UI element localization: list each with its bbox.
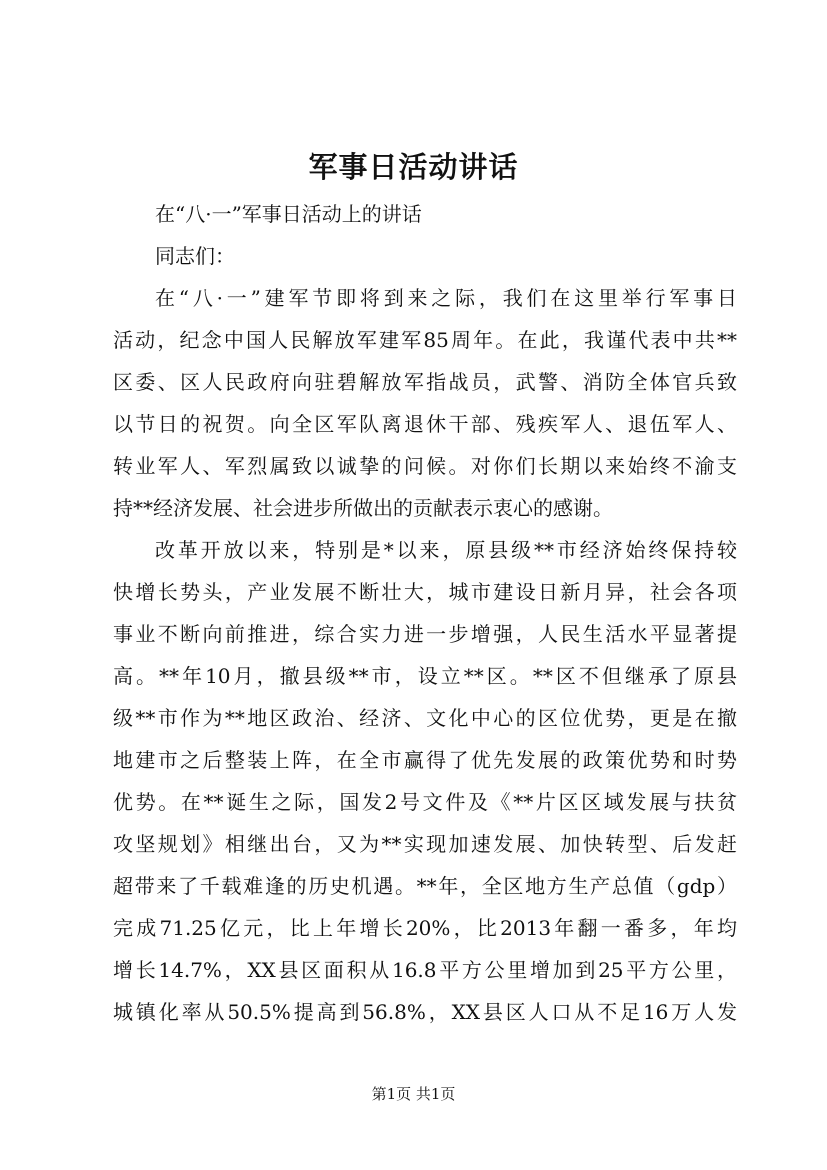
document-subtitle: 在“八·一”军事日活动上的讲话 xyxy=(155,202,422,226)
paragraph-line: 增长14.7%，XX县区面积从16.8平方公里增加到25平方公里， xyxy=(113,958,737,982)
paragraph-line: 超带来了千载难逢的历史机遇。**年，全区地方生产总值（gdp） xyxy=(113,874,737,898)
paragraph-line: 攻坚规划》相继出台，又为**实现加速发展、加快转型、后发赶 xyxy=(113,832,737,856)
salutation: 同志们： xyxy=(155,244,235,268)
document-title: 军事日活动讲话 xyxy=(308,150,519,184)
page-number-footer: 第1页 共1页 xyxy=(371,1085,456,1103)
paragraph-line: 快增长势头，产业发展不断壮大，城市建设日新月异，社会各项 xyxy=(113,580,737,604)
paragraph-line: 事业不断向前推进，综合实力进一步增强，人民生活水平显著提 xyxy=(113,622,737,646)
paragraph-line: 城镇化率从50.5%提高到56.8%，XX县区人口从不足16万人发 xyxy=(113,1000,737,1024)
paragraph-line: 持**经济发展、社会进步所做出的贡献表示衷心的感谢。 xyxy=(113,496,613,520)
paragraph-line: 高。**年10月，撤县级**市，设立**区。**区不但继承了原县 xyxy=(113,664,737,688)
paragraph-line: 优势。在**诞生之际，国发2号文件及《**片区区域发展与扶贫 xyxy=(113,790,737,814)
paragraph-line: 活动，纪念中国人民解放军建军85周年。在此，我谨代表中共** xyxy=(113,328,737,352)
paragraph-line: 转业军人、军烈属致以诚挚的问候。对你们长期以来始终不渝支 xyxy=(113,454,737,478)
paragraph-line: 以节日的祝贺。向全区军队离退休干部、残疾军人、退伍军人、 xyxy=(113,412,737,436)
paragraph-line: 地建市之后整装上阵，在全市赢得了优先发展的政策优势和时势 xyxy=(113,748,737,772)
paragraph-line: 级**市作为**地区政治、经济、文化中心的区位优势，更是在撤 xyxy=(113,706,737,730)
paragraph-line: 完成71.25亿元，比上年增长20%，比2013年翻一番多，年均 xyxy=(113,916,737,940)
paragraph-line: 区委、区人民政府向驻碧解放军指战员，武警、消防全体官兵致 xyxy=(113,370,737,394)
paragraph-line: 在“八·一”建军节即将到来之际，我们在这里举行军事日 xyxy=(155,286,737,310)
paragraph-line: 改革开放以来，特别是*以来，原县级**市经济始终保持较 xyxy=(155,538,737,562)
